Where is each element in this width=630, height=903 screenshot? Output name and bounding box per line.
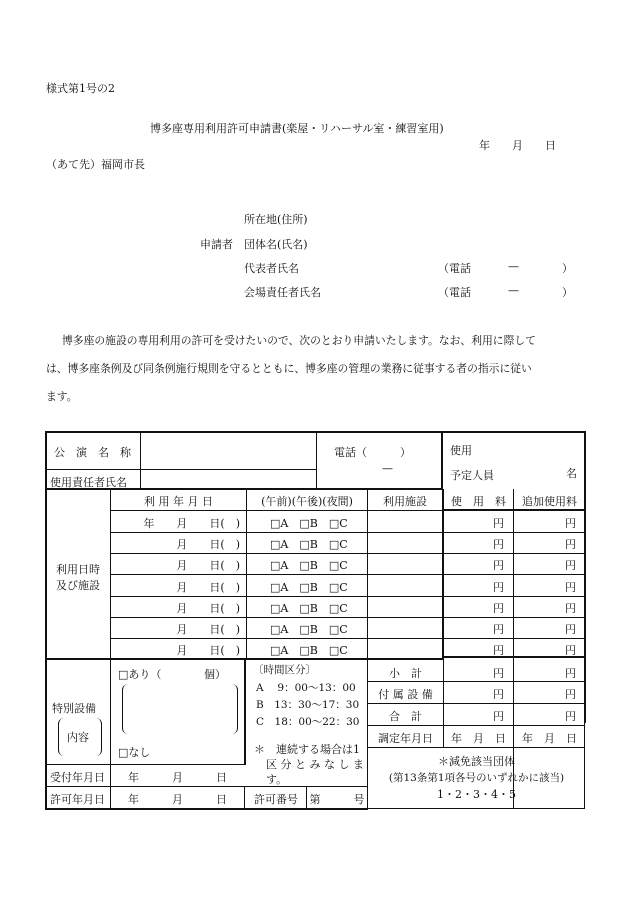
note-line-1: ＊ 連続する場合は1 [254, 743, 360, 756]
venue-tel-dash: — [508, 284, 519, 297]
row-5-fee: 円 [493, 602, 504, 615]
venue-manager-label: 会場責任者氏名 [244, 286, 321, 299]
row-2-fee: 円 [493, 538, 504, 551]
row-7-date: 月 日( ) [176, 644, 240, 657]
row-4-slots: □A □B □C [270, 581, 348, 594]
body-line-3: ます。 [46, 390, 78, 403]
time-slot-b: B 13：30～17：30 [256, 699, 360, 711]
col-header-facility: 利用施設 [383, 495, 427, 508]
row-5-extra: 円 [565, 602, 576, 615]
venue-tel-close: ） [562, 286, 573, 299]
row-7-fee: 円 [493, 644, 504, 657]
detail-bracket [122, 684, 238, 734]
form-number: 様式第1号の2 [46, 82, 115, 95]
subtotal-label: 小 計 [389, 667, 422, 680]
usage-facility-label: 及び施設 [56, 579, 100, 592]
exemption-options: 1・2・3・4・5 [437, 788, 516, 801]
permit-date-value: 年 月 日 [128, 793, 227, 806]
equipment-label: 付 属 設 備 [378, 688, 433, 701]
special-count: 個） [204, 668, 226, 681]
adjust-date-label: 調定年月日 [378, 732, 433, 745]
total-label: 合 計 [389, 710, 422, 723]
row-6-date: 月 日( ) [176, 623, 240, 636]
row-2-date: 月 日( ) [176, 538, 240, 551]
rep-tel-dash: — [508, 260, 519, 273]
rep-tel-close: ） [562, 262, 573, 275]
row-1-date: 年 月 日( ) [143, 517, 240, 530]
rep-tel-open: （電話 [438, 262, 471, 275]
row-2-extra: 円 [565, 538, 576, 551]
planned-people-label: 予定人員 [450, 469, 494, 482]
venue-tel-open: （電話 [438, 286, 471, 299]
row-5-slots: □A □B □C [270, 602, 348, 615]
row-5-date: 月 日( ) [176, 602, 240, 615]
adjust-date-extra: 年 月 日 [522, 732, 577, 745]
exemption-condition: (第13条第1項各号のいずれかに該当) [388, 772, 565, 784]
row-3-fee: 円 [493, 559, 504, 572]
representative-label: 代表者氏名 [244, 262, 299, 275]
row-4-extra: 円 [565, 581, 576, 594]
special-equipment-label: 特別設備 [52, 702, 96, 715]
col-header-date: 利 用 年 月 日 [144, 495, 213, 508]
total-extra: 円 [565, 710, 576, 723]
permit-number-label: 許可番号 [254, 793, 298, 806]
use-label: 使用 [450, 444, 472, 457]
exemption-title: ＊減免該当団体 [438, 755, 515, 768]
permit-date-label: 許可年月日 [50, 793, 105, 806]
row-1-extra: 円 [565, 517, 576, 530]
row-2-slots: □A □B □C [270, 538, 348, 551]
content-label: 内容 [67, 731, 89, 744]
special-no-checkbox[interactable]: □なし [118, 746, 151, 759]
row-3-date: 月 日( ) [176, 559, 240, 572]
row-4-fee: 円 [493, 581, 504, 594]
received-date-value: 年 月 日 [128, 771, 227, 784]
org-name-label: 団体名(氏名) [244, 238, 308, 251]
address-label: 所在地(住所) [244, 213, 308, 226]
equipment-extra: 円 [565, 688, 576, 701]
addressee: （あて先）福岡市長 [46, 158, 145, 171]
body-line-2: は、博多座条例及び同条例施行規則を守るとともに、博多座の管理の業務に従事する者の指示に従い [46, 362, 532, 375]
performance-name-label: 公 演 名 称 [54, 446, 131, 459]
row-3-extra: 円 [565, 559, 576, 572]
col-header-time: (午前)(午後)(夜間) [261, 495, 353, 508]
adjust-date-fee: 年 月 日 [451, 732, 506, 745]
note-line-2: 区 分 と み な し ま [266, 758, 364, 771]
phone-label: 電話（ ） [334, 446, 411, 459]
form-title: 博多座専用利用許可申請書(楽屋・リハーサル室・練習室用) [150, 122, 444, 135]
permit-number-value: 第 号 [309, 793, 365, 806]
total-fee: 円 [493, 710, 504, 723]
special-yes-checkbox[interactable]: □あり（ [118, 668, 162, 681]
col-header-fee: 使 用 料 [451, 495, 506, 508]
people-unit: 名 [566, 467, 577, 480]
time-slot-title: 〔時間区分〕 [253, 664, 316, 676]
usage-datetime-label: 利用日時 [56, 563, 100, 576]
note-line-3: す。 [266, 773, 288, 786]
equipment-fee: 円 [493, 688, 504, 701]
time-slot-c: C 18：00～22：30 [256, 716, 360, 728]
row-6-slots: □A □B □C [270, 623, 348, 636]
responsible-name-label: 使用責任者氏名 [50, 476, 127, 489]
row-6-extra: 円 [565, 623, 576, 636]
subtotal-extra: 円 [565, 667, 576, 680]
row-1-slots: □A □B □C [270, 517, 348, 530]
date-line: 年 月 日 [479, 139, 556, 152]
phone-dash: — [382, 462, 393, 475]
row-4-date: 月 日( ) [176, 581, 240, 594]
subtotal-fee: 円 [493, 667, 504, 680]
row-6-fee: 円 [493, 623, 504, 636]
time-slot-a: A 9：00～13：00 [256, 682, 356, 694]
received-date-label: 受付年月日 [50, 771, 105, 784]
row-7-extra: 円 [565, 644, 576, 657]
row-3-slots: □A □B □C [270, 559, 348, 572]
row-1-fee: 円 [493, 517, 504, 530]
col-header-extra: 追加使用料 [522, 495, 577, 508]
row-7-slots: □A □B □C [270, 644, 348, 657]
body-line-1: 博多座の施設の専用利用の許可を受けたいので、次のとおり申請いたします。なお、利用に際して [62, 334, 536, 347]
applicant-label: 申請者 [200, 238, 233, 251]
